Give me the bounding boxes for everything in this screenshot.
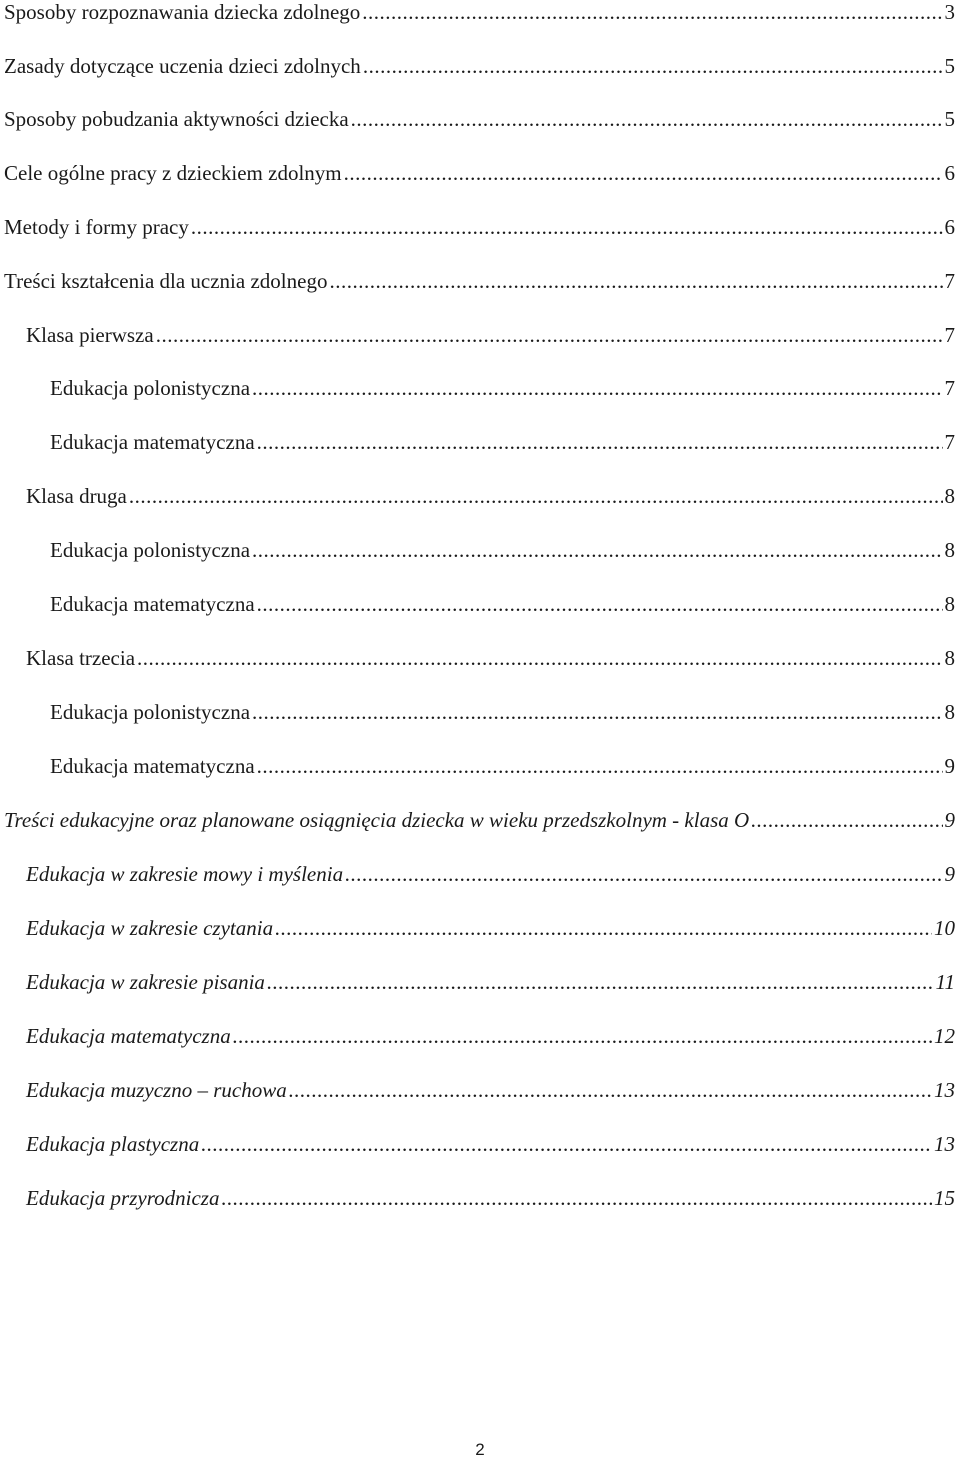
- toc-entry[interactable]: [4, 805, 955, 835]
- toc-leader: [252, 373, 942, 403]
- toc-entry-page: 7: [944, 269, 955, 293]
- toc-entry[interactable]: [26, 481, 955, 511]
- toc-entry-page: 3: [944, 0, 955, 24]
- toc-entry-title: Sposoby pobudzania aktywności dziecka: [4, 107, 349, 131]
- toc-entry-title: Klasa trzecia: [26, 646, 136, 670]
- toc-leader: [257, 589, 943, 619]
- toc-leader: [267, 967, 934, 997]
- toc-leader: [344, 158, 943, 188]
- toc-leader: [221, 1183, 932, 1213]
- toc-entry[interactable]: [26, 1021, 955, 1051]
- toc-leader: [129, 481, 943, 511]
- toc-entry-title: Edukacja matematyczna: [50, 754, 255, 778]
- toc-entry[interactable]: [26, 643, 955, 673]
- toc-entry[interactable]: [50, 535, 955, 565]
- toc-entry-title: Edukacja matematyczna: [50, 592, 255, 616]
- toc-entry[interactable]: [26, 1075, 955, 1105]
- toc-entry[interactable]: [4, 0, 955, 27]
- toc-leader: [329, 266, 942, 296]
- toc-leader: [233, 1021, 932, 1051]
- toc-entry-page: 9: [944, 862, 955, 886]
- toc-leader: [252, 697, 942, 727]
- toc-entry-title: Edukacja polonistyczna: [50, 538, 251, 562]
- toc-entry-title: Klasa pierwsza: [26, 323, 154, 347]
- page-number: 2: [475, 1440, 485, 1459]
- toc-entry-page: 8: [944, 646, 955, 670]
- toc-entry-title: Edukacja przyrodnicza: [26, 1186, 220, 1210]
- toc-entry-title: Treści edukacyjne oraz planowane osiągnięcia dziecka w wieku przedszkolnym - klasa O: [4, 808, 750, 832]
- toc-entry-page: 10: [934, 916, 955, 940]
- toc-entry[interactable]: [50, 697, 955, 727]
- toc-entry[interactable]: [26, 320, 955, 350]
- toc-leader: [257, 751, 943, 781]
- toc-entry-page: 15: [934, 1186, 955, 1210]
- toc-entry-title: Edukacja matematyczna: [50, 430, 255, 454]
- toc-entry[interactable]: [50, 589, 955, 619]
- toc-entry-page: 8: [944, 484, 955, 508]
- toc-leader: [345, 859, 942, 889]
- toc-leader: [751, 805, 942, 835]
- toc-entry-title: Zasady dotyczące uczenia dzieci zdolnych: [4, 54, 361, 78]
- toc-entry-title: Edukacja w zakresie czytania: [26, 916, 274, 940]
- toc-entry-title: Edukacja muzyczno – ruchowa: [26, 1078, 287, 1102]
- toc-leader: [363, 51, 943, 81]
- toc-entry-page: 7: [944, 376, 955, 400]
- toc-entry-page: 13: [934, 1132, 955, 1156]
- toc-entry-title: Edukacja w zakresie pisania: [26, 970, 265, 994]
- toc-entry-page: 6: [944, 161, 955, 185]
- toc-entry[interactable]: [4, 104, 955, 134]
- toc-entry-page: 8: [944, 592, 955, 616]
- toc-leader: [289, 1075, 932, 1105]
- toc-entry-title: Edukacja matematyczna: [26, 1024, 231, 1048]
- toc-entry[interactable]: [4, 158, 955, 188]
- toc-entry-title: Sposoby rozpoznawania dziecka zdolnego: [4, 0, 361, 24]
- toc-entry[interactable]: [26, 913, 955, 943]
- toc-entry-page: 5: [944, 54, 955, 78]
- toc-entry-page: 11: [935, 970, 955, 994]
- toc-entry-page: 13: [934, 1078, 955, 1102]
- toc-entry[interactable]: [26, 859, 955, 889]
- toc-entry[interactable]: [26, 967, 955, 997]
- toc-entry[interactable]: [26, 1129, 955, 1159]
- toc-entry-page: 8: [944, 700, 955, 724]
- toc-leader: [156, 320, 943, 350]
- toc-entry[interactable]: [4, 51, 955, 81]
- toc-entry-title: Edukacja polonistyczna: [50, 700, 251, 724]
- toc-leader: [201, 1129, 932, 1159]
- toc-entry-page: 7: [944, 323, 955, 347]
- toc-leader: [252, 535, 942, 565]
- toc-entry[interactable]: [50, 751, 955, 781]
- toc-entry-title: Edukacja w zakresie mowy i myślenia: [26, 862, 344, 886]
- toc-entry-page: 9: [944, 754, 955, 778]
- toc-leader: [275, 913, 932, 943]
- toc-entry[interactable]: [4, 212, 955, 242]
- toc-entry-page: 8: [944, 538, 955, 562]
- toc-entry-title: Treści kształcenia dla ucznia zdolnego: [4, 269, 328, 293]
- toc-entry[interactable]: [26, 1183, 955, 1213]
- toc-leader: [351, 104, 943, 134]
- toc-entry[interactable]: [4, 266, 955, 296]
- toc-entry[interactable]: [50, 427, 955, 457]
- toc-entry-title: Cele ogólne pracy z dzieckiem zdolnym: [4, 161, 342, 185]
- toc-entry-title: Metody i formy pracy: [4, 215, 189, 239]
- toc-entry-page: 5: [944, 107, 955, 131]
- toc-entry-title: Edukacja polonistyczna: [50, 376, 251, 400]
- toc-leader: [191, 212, 943, 242]
- toc-entry-page: 9: [944, 808, 955, 832]
- toc-leader: [137, 643, 942, 673]
- toc-entry[interactable]: [50, 373, 955, 403]
- toc-leader: [257, 427, 943, 457]
- toc-leader: [362, 0, 942, 27]
- toc-entry-page: 6: [944, 215, 955, 239]
- toc-entry-page: 12: [934, 1024, 955, 1048]
- toc-entry-title: Edukacja plastyczna: [26, 1132, 200, 1156]
- toc-entry-title: Klasa druga: [26, 484, 127, 508]
- toc-entry-page: 7: [944, 430, 955, 454]
